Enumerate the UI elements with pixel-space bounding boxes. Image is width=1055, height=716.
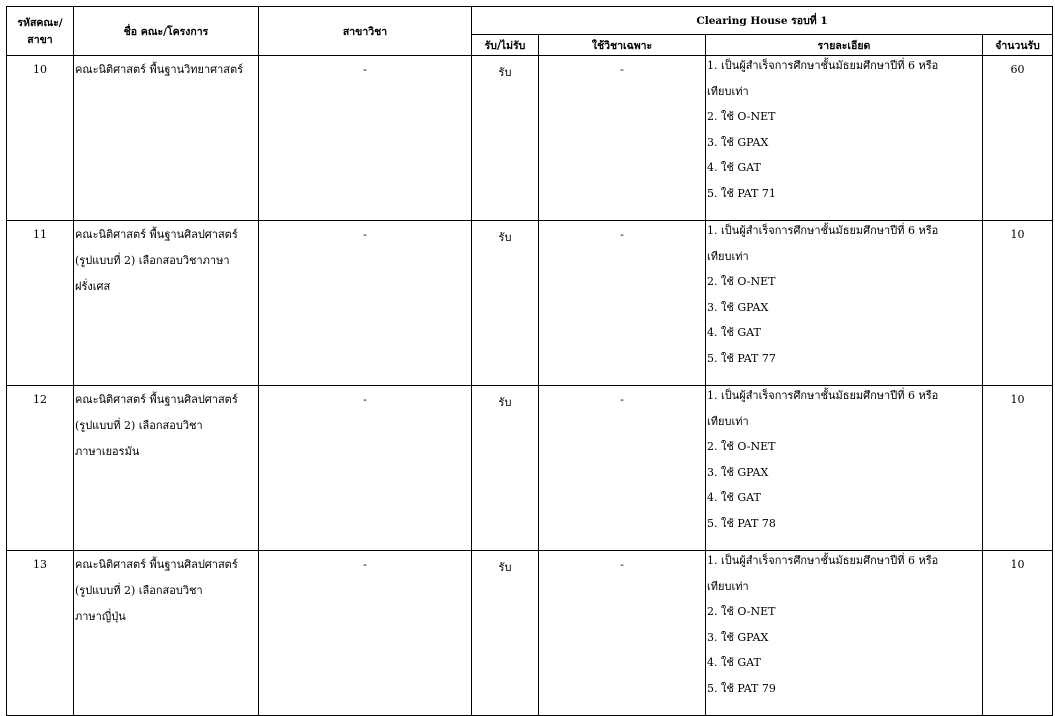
detail-header: รายละเอียด [706,35,983,56]
row-code: 13 [7,551,74,716]
row-program-name [74,56,259,221]
table-row [7,221,1053,386]
table-row [7,386,1053,551]
program-name-line: (รูปแบบที่ 2) เลือกสอบวิชา [75,419,203,432]
detail-line: เทียบเท่า [707,579,749,593]
row-program-name [74,551,259,716]
program-name-line: คณะนิติศาสตร์ พื้นฐานศิลปศาสตร์ [75,558,238,571]
row-details [706,551,983,716]
table-row [7,551,1053,716]
major-header: สาขาวิชา [259,7,472,56]
program-name-line: คณะนิติศาสตร์ พื้นฐานวิทยาศาสตร์ [75,63,244,76]
row-special-subject: - [539,221,706,386]
row-details [706,386,983,551]
row-count: 10 [983,221,1053,386]
row-program-name [74,386,259,551]
row-accept: รับ [472,56,539,221]
row-special-subject: - [539,551,706,716]
row-accept: รับ [472,221,539,386]
table-row [7,56,1053,221]
program-name-line: (รูปแบบที่ 2) เลือกสอบวิชา [75,584,203,597]
detail-line: 2. ใช้ O-NET [707,440,776,454]
detail-line: 2. ใช้ O-NET [707,110,776,124]
header-row-1 [7,7,1053,35]
detail-line: 1. เป็นผู้สำเร็จการศึกษาชั้นมัธยมศึกษาปีที่ 6 หรือ [707,554,939,567]
admission-table [6,6,1053,716]
detail-line: เทียบเท่า [707,249,749,263]
row-code: 10 [7,56,74,221]
row-special-subject: - [539,386,706,551]
program-name-line: คณะนิติศาสตร์ พื้นฐานศิลปศาสตร์ [75,393,238,406]
detail-line: 2. ใช้ O-NET [707,275,776,289]
detail-line: 3. ใช้ GPAX [707,135,769,149]
row-details [706,221,983,386]
detail-line: 4. ใช้ GAT [707,161,761,175]
row-accept: รับ [472,386,539,551]
program-name-line: คณะนิติศาสตร์ พื้นฐานศิลปศาสตร์ [75,228,238,241]
row-accept: รับ [472,551,539,716]
clearing-header: Clearing House รอบที่ 1 [472,7,1053,35]
detail-line: 3. ใช้ GPAX [707,630,769,644]
detail-line: 5. ใช้ PAT 79 [707,681,776,695]
detail-line: 2. ใช้ O-NET [707,605,776,619]
detail-line: 5. ใช้ PAT 77 [707,351,776,365]
row-code: 12 [7,386,74,551]
row-count: 60 [983,56,1053,221]
accept-header: รับ/ไม่รับ [472,35,539,56]
row-special-subject: - [539,56,706,221]
row-code: 11 [7,221,74,386]
detail-line: เทียบเท่า [707,84,749,98]
program-name-line: (รูปแบบที่ 2) เลือกสอบวิชาภาษา [75,254,230,267]
detail-line: 1. เป็นผู้สำเร็จการศึกษาชั้นมัธยมศึกษาปีที่ 6 หรือ [707,389,939,402]
detail-line: 4. ใช้ GAT [707,491,761,505]
detail-line: 3. ใช้ GPAX [707,300,769,314]
detail-line: 5. ใช้ PAT 71 [707,186,776,200]
detail-line: 4. ใช้ GAT [707,326,761,340]
detail-line: 1. เป็นผู้สำเร็จการศึกษาชั้นมัธยมศึกษาปีที่ 6 หรือ [707,59,939,72]
row-count: 10 [983,386,1053,551]
code-header: รหัสคณะ/ สาขา [7,7,74,56]
row-major: - [259,56,472,221]
detail-line: 1. เป็นผู้สำเร็จการศึกษาชั้นมัธยมศึกษาปีที่ 6 หรือ [707,224,939,237]
row-program-name [74,221,259,386]
detail-line: 4. ใช้ GAT [707,656,761,670]
detail-line: 5. ใช้ PAT 78 [707,516,776,530]
detail-line: 3. ใช้ GPAX [707,465,769,479]
count-header: จำนวนรับ [983,35,1053,56]
program-name-line: ภาษาญี่ปุ่น [75,610,126,623]
program-name-line: ภาษาเยอรมัน [75,445,140,458]
name-header: ชื่อ คณะ/โครงการ [74,7,259,56]
row-major: - [259,221,472,386]
row-major: - [259,386,472,551]
special-header: ใช้วิชาเฉพาะ [539,35,706,56]
row-details [706,56,983,221]
program-name-line: ฝรั่งเศส [75,280,111,293]
row-count: 10 [983,551,1053,716]
detail-line: เทียบเท่า [707,414,749,428]
row-major: - [259,551,472,716]
